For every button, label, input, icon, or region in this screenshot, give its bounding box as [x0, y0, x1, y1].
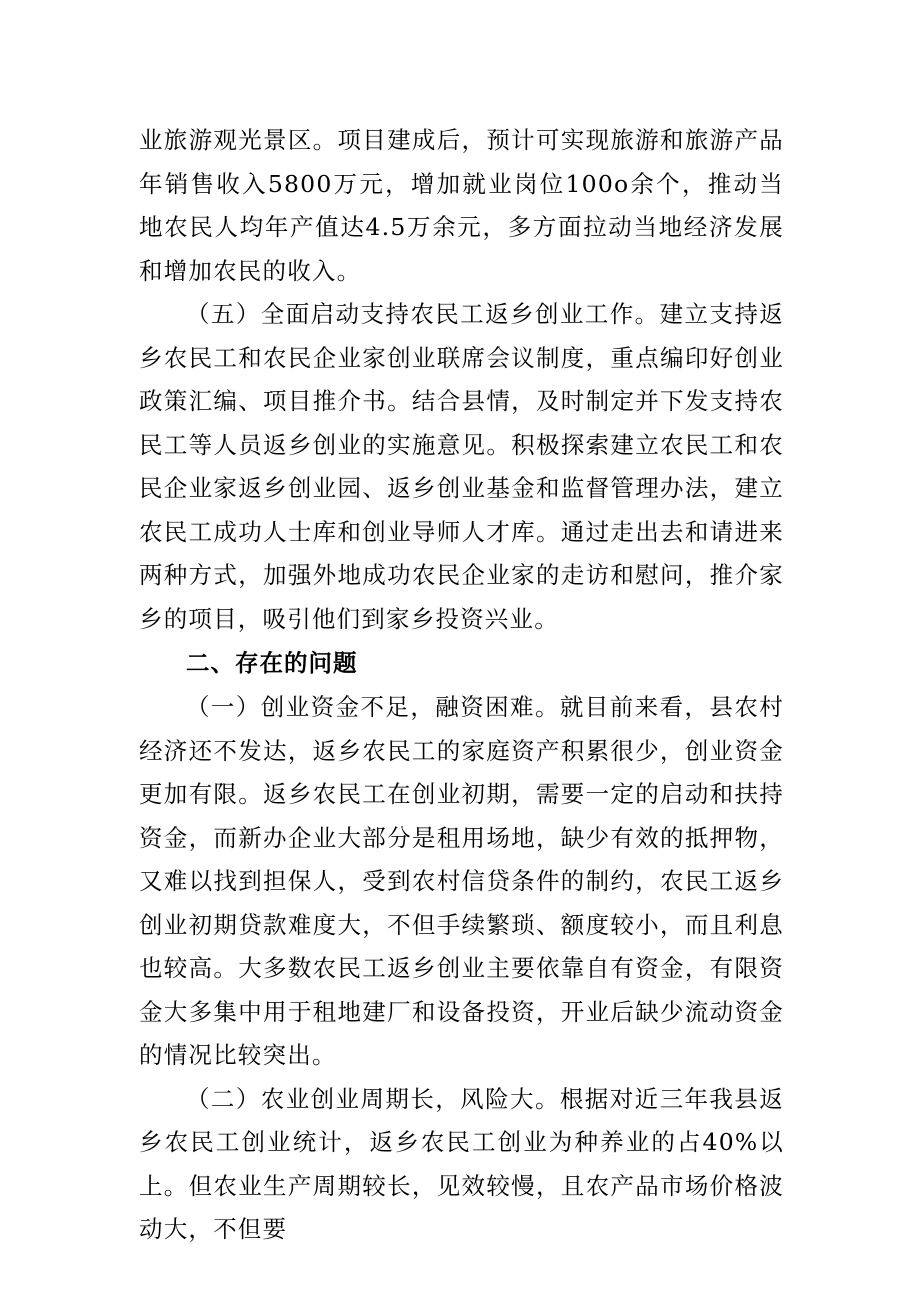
- section-heading: 二、存在的问题: [186, 649, 358, 677]
- paragraph-problem-one: （一）创业资金不足，融资困难。就目前来看，县农村经济还不发达，返乡农民工的家庭资产积累很少，创业资金更加有限。返乡农民工在创业初期，需要一定的启动和扶持资金，而新办企业大部分是租用场地，缺少有效的抵押物，又难以找到担保人，受到农村信贷条件的制约，农民工返乡创业初期贷款难度大，不但手续繁琐、额度较小，而且利息也较高。大多数农民工返乡创业主要依靠自有资金，有限资金大多集中用于租地建厂和设备投资，开业后缺少流动资金的情况比较突出。: [139, 693, 784, 1069]
- paragraph-problem-two: （二）农业创业周期长，风险大。根据对近三年我县返乡农民工创业统计，返乡农民工创业为种养业的占40%以上。但农业生产周期较长，见效较慢，且农产品市场价格波动大，不但要: [139, 1084, 784, 1243]
- paragraph-continuation: 业旅游观光景区。项目建成后，预计可实现旅游和旅游产品年销售收入5800万元，增加就业岗位100o余个，推动当地农民人均年产值达4.5万余元，多方面拉动当地经济发展和增加农民的收入。: [139, 126, 784, 285]
- document-body: [139, 119, 784, 1252]
- paragraph-section-five: （五）全面启动支持农民工返乡创业工作。建立支持返乡农民工和农民企业家创业联席会议制度，重点编印好创业政策汇编、项目推介书。结合县情，及时制定并下发支持农民工等人员返乡创业的实施意见。积极探索建立农民工和农民企业家返乡创业园、返乡创业基金和监督管理办法，建立农民工成功人士库和创业导师人才库。通过走出去和请进来两种方式，加强外地成功农民企业家的走访和慰问，推介家乡的项目，吸引他们到家乡投资兴业。: [139, 300, 784, 633]
